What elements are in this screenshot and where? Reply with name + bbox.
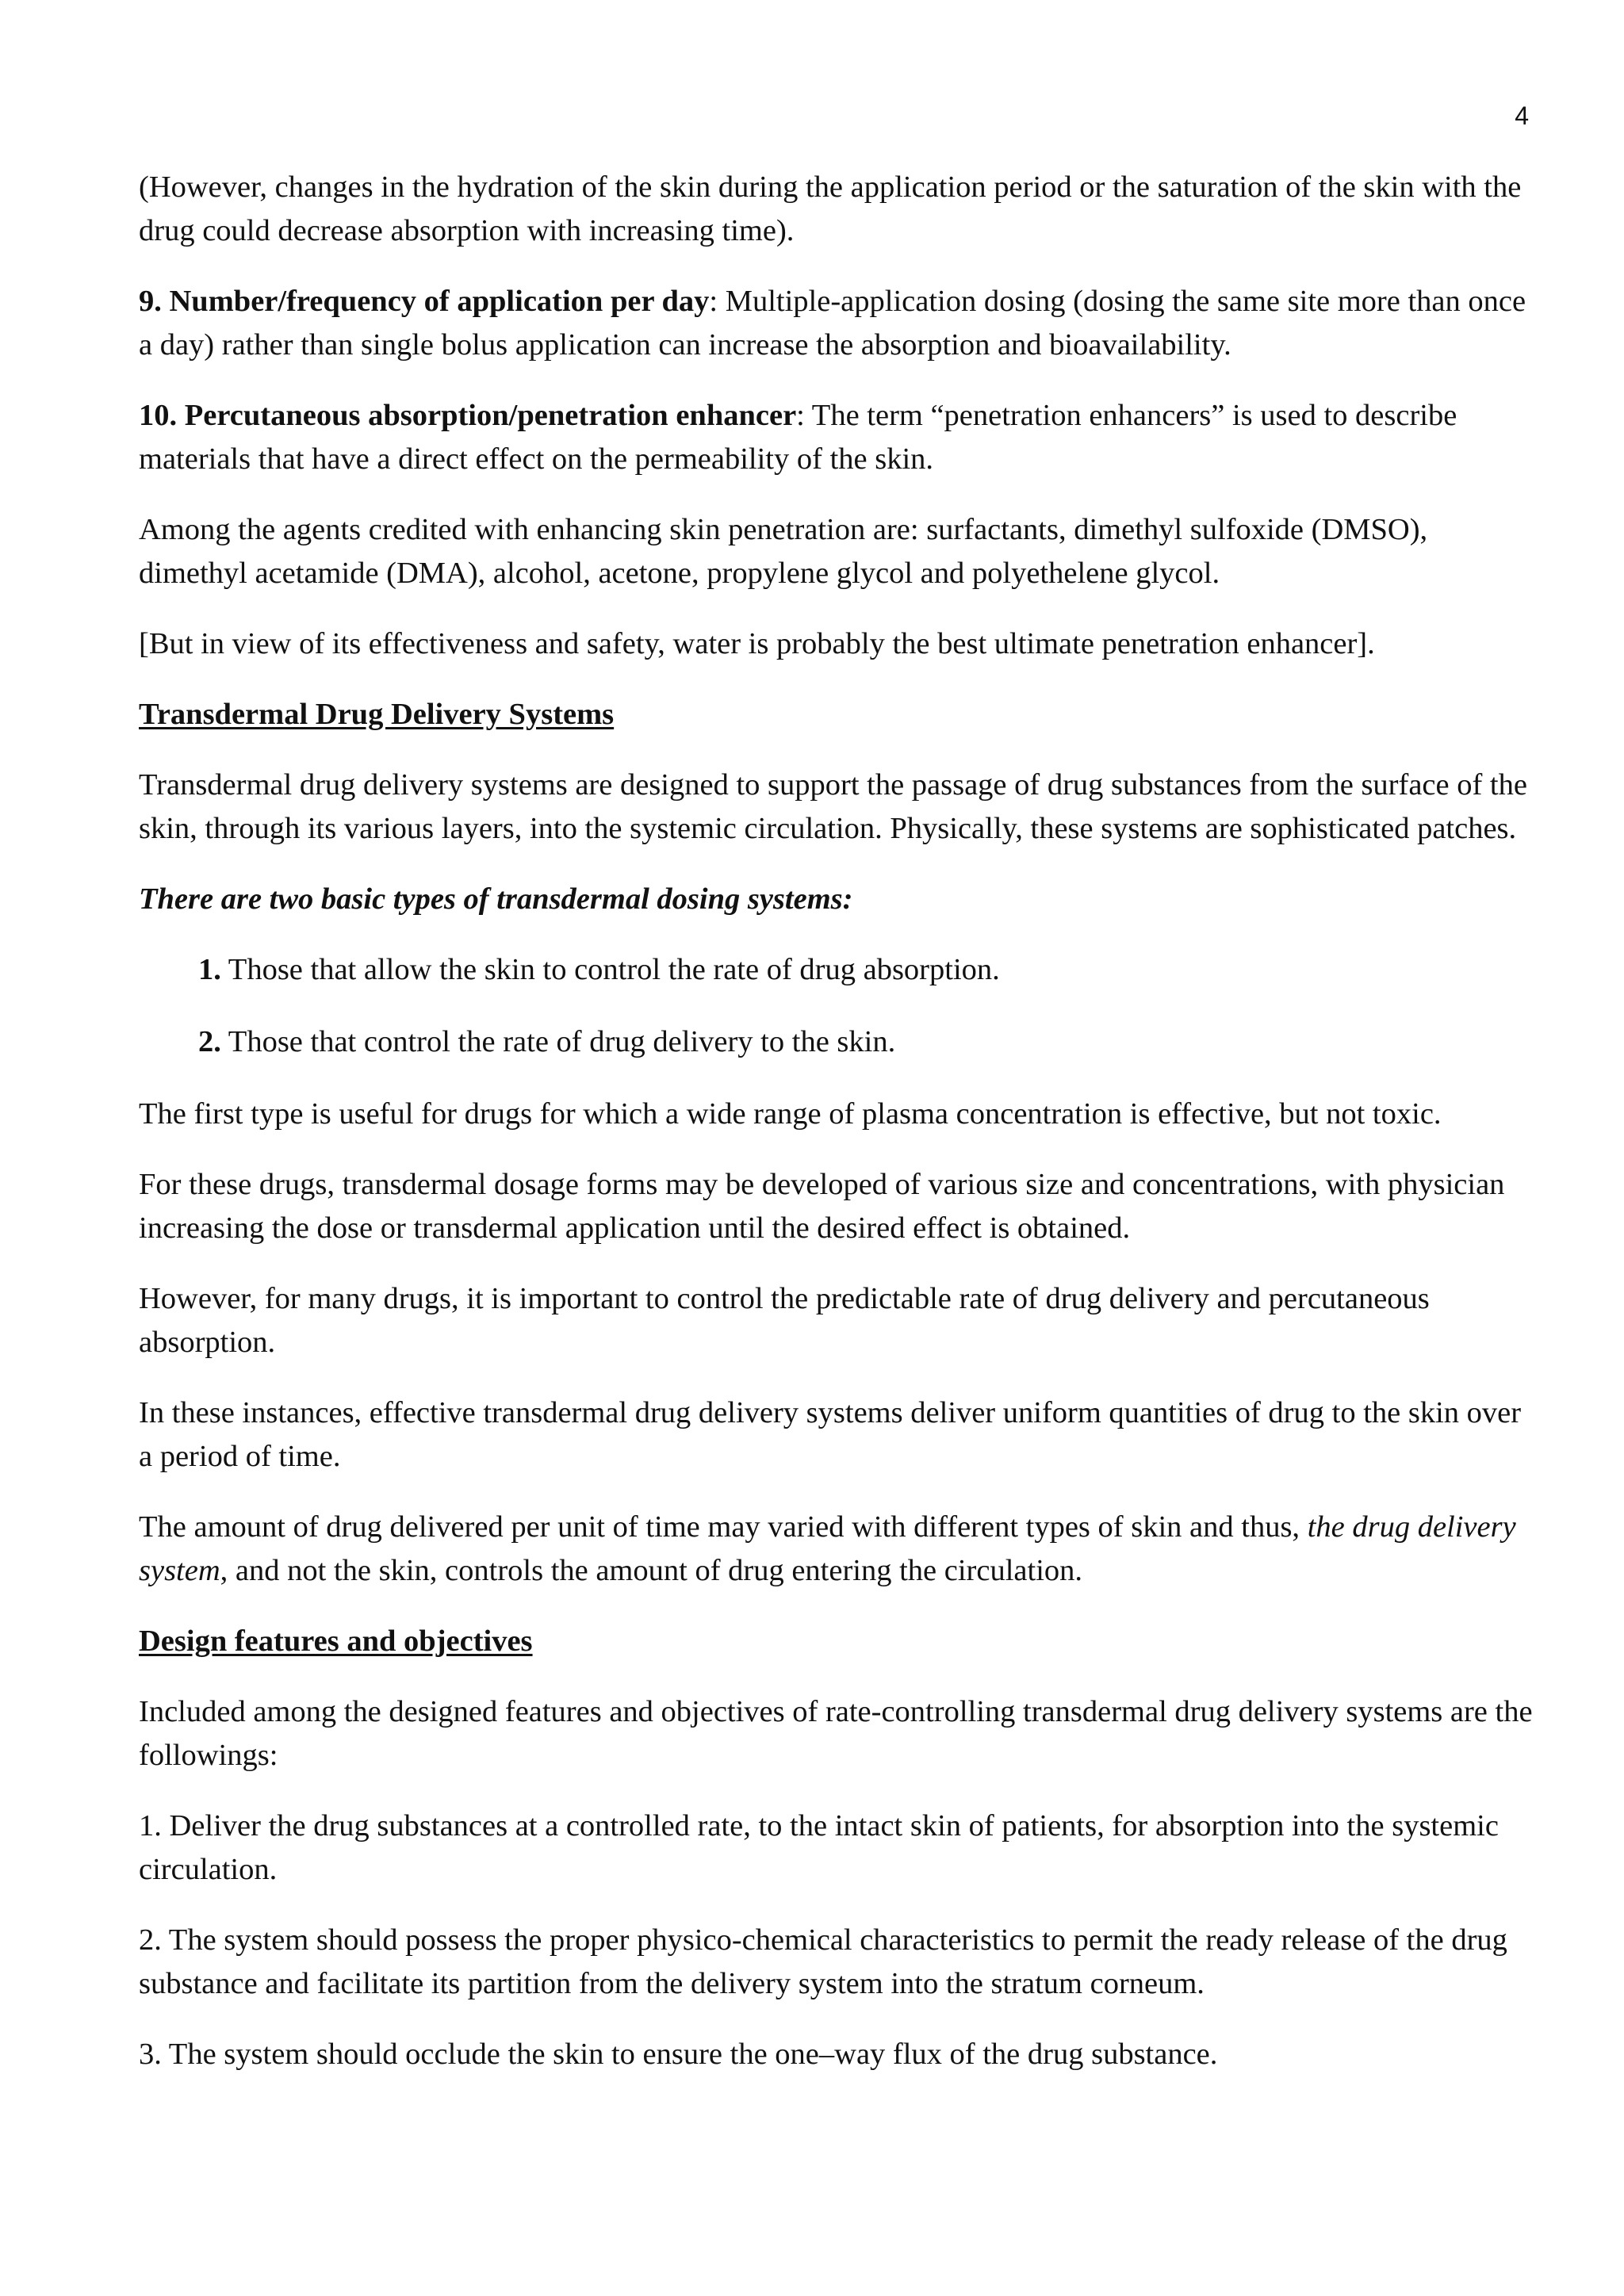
type-item-1-number: 1. xyxy=(198,953,221,986)
paragraph-amount-end: , and not the skin, controls the amount of drug entering the circulation. xyxy=(220,1554,1083,1587)
paragraph-amount xyxy=(139,1506,1534,1593)
heading-transdermal-systems: Transdermal Drug Delivery Systems xyxy=(139,698,615,731)
heading-design-features: Design features and objectives xyxy=(139,1624,533,1658)
subheading-two-types: There are two basic types of transdermal dosing systems: xyxy=(139,882,853,916)
paragraph-hydration: (However, changes in the hydration of the skin during the application period or the saturation of the skin with the drug could decrease absorption with increasing time). xyxy=(139,170,1522,247)
type-item-1 xyxy=(139,948,1534,992)
paragraph-water: [But in view of its effectiveness and safety, water is probably the best ultimate penetration enhancer]. xyxy=(139,627,1375,660)
paragraph-first-type: The first type is useful for drugs for which a wide range of plasma concentration is effective, but not toxic. xyxy=(139,1097,1442,1131)
page-number: 4 xyxy=(1515,101,1529,130)
paragraph-instances: In these instances, effective transdermal drug delivery systems deliver uniform quantities of drug to the skin over a period of time. xyxy=(139,1396,1522,1473)
paragraph-however: However, for many drugs, it is important to control the predictable rate of drug delivery and percutaneous absorption. xyxy=(139,1282,1430,1359)
paragraph-agents: Among the agents credited with enhancing skin penetration are: surfactants, dimethyl sulfoxide (DMSO), dimethyl acetamide (DMA), alcohol, acetone, propylene glycol and polyethelene glycol. xyxy=(139,513,1428,590)
paragraph-included: Included among the designed features and objectives of rate-controlling transdermal drug delivery systems are the followings: xyxy=(139,1695,1533,1772)
objective-item-2: 2. The system should possess the proper physico-chemical characteristics to permit the ready release of the drug substance and facilitate its partition from the delivery system into the stratum corneum. xyxy=(139,1923,1507,2000)
type-item-2-text: Those that control the rate of drug delivery to the skin. xyxy=(220,1025,896,1058)
item-frequency-label: 9. Number/frequency of application per day xyxy=(139,285,710,318)
item-enhancer-text: : The term “penetration enhancers” is used to describe materials that have a direct effect on the permeability of the skin. xyxy=(139,399,1457,476)
objective-item-1: 1. Deliver the drug substances at a controlled rate, to the intact skin of patients, for absorption into the systemic circulation. xyxy=(139,1809,1499,1886)
item-frequency-text: : Multiple-application dosing (dosing the same site more than once a day) rather than single bolus application can increase the absorption and bioavailability. xyxy=(139,285,1526,362)
document-body xyxy=(139,166,1534,2103)
type-item-1-text: Those that allow the skin to control the rate of drug absorption. xyxy=(220,953,1000,986)
objective-item-3: 3. The system should occlude the skin to ensure the one–way flux of the drug substance. xyxy=(139,2038,1218,2071)
item-enhancer-label: 10. Percutaneous absorption/penetration enhancer xyxy=(139,399,797,432)
paragraph-these-drugs: For these drugs, transdermal dosage forms may be developed of various size and concentrations, with physician increasing the dose or transdermal application until the desired effect is obtained. xyxy=(139,1168,1505,1245)
paragraph-amount-start: The amount of drug delivered per unit of time may varied with different types of skin and thus, xyxy=(139,1510,1308,1544)
type-item-2 xyxy=(139,1020,1534,1064)
paragraph-tdds-intro: Transdermal drug delivery systems are designed to support the passage of drug substances from the surface of the skin, through its various layers, into the systemic circulation. Physically, these systems are sophisticated patches. xyxy=(139,768,1527,845)
item-frequency xyxy=(139,280,1534,367)
item-enhancer xyxy=(139,394,1534,481)
type-item-2-number: 2. xyxy=(198,1025,221,1058)
paragraph-amount-emphasis: the drug delivery system xyxy=(139,1510,1516,1587)
